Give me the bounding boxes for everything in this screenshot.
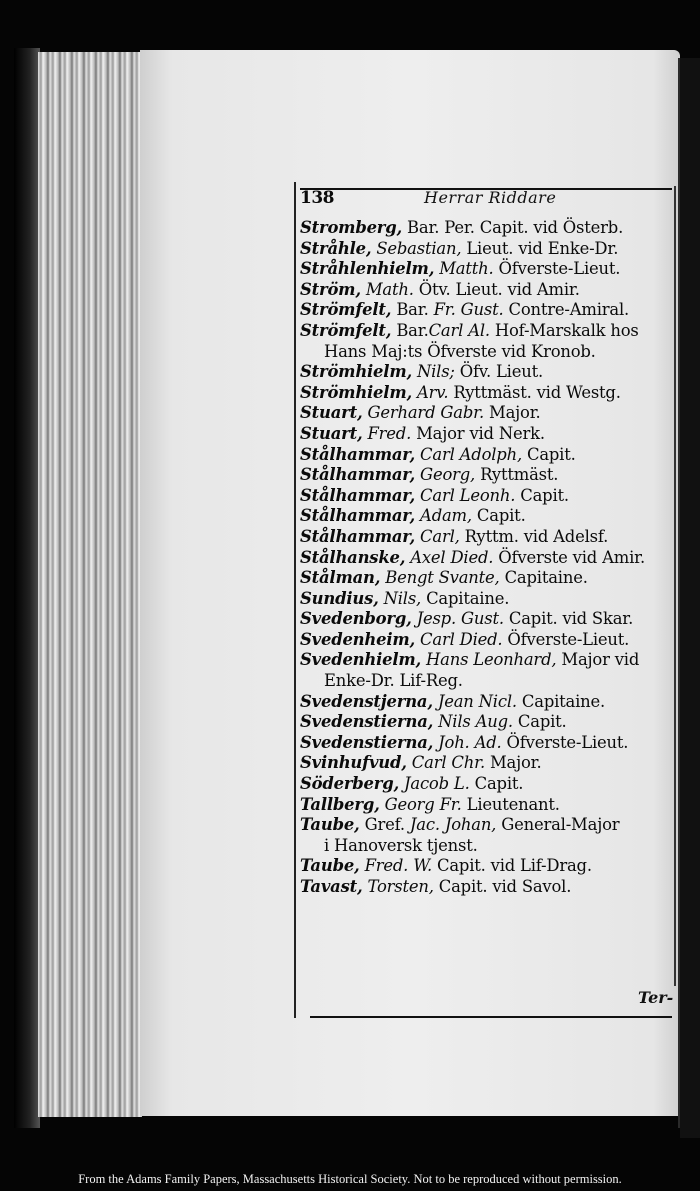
entry-given-name: Arv. bbox=[411, 382, 449, 402]
entry-given-name: Carl Leonh. bbox=[415, 485, 516, 505]
entry-rank: Ryttmäst. vid Westg. bbox=[448, 382, 621, 402]
entry-given-name: Carl Died. bbox=[415, 629, 503, 649]
page-edges bbox=[38, 52, 142, 1117]
entry-rank: Major. bbox=[483, 403, 541, 423]
entry-rank: Capit. vid Lif-Drag. bbox=[431, 856, 592, 876]
entry-given-name: Jean Nicl. bbox=[432, 691, 517, 711]
entry-surname: Tavast, bbox=[300, 877, 363, 896]
entry-given-name: Georg Fr. bbox=[379, 794, 462, 814]
cover-board bbox=[680, 58, 700, 1138]
entry-given-name: Carl Al. bbox=[428, 320, 490, 340]
entry-rank: Capitaine. bbox=[516, 691, 606, 711]
entry-rank: Capit. bbox=[469, 774, 524, 794]
entry-surname: Svedenborg, bbox=[300, 609, 412, 629]
roster-entry bbox=[300, 218, 678, 239]
roster-entry bbox=[300, 259, 678, 280]
roster-entry bbox=[300, 506, 678, 527]
roster-entry bbox=[300, 774, 678, 795]
entry-surname: Stuart, bbox=[300, 423, 363, 443]
entry-rank: Ryttm. vid Adelsf. bbox=[459, 526, 609, 546]
entry-given-name: Carl Adolph, bbox=[415, 444, 522, 464]
roster-entry bbox=[300, 589, 678, 610]
entry-given-name: Joh. Ad. bbox=[433, 732, 502, 752]
roster-entry bbox=[300, 733, 678, 754]
entry-rank: Capit. vid Skar. bbox=[503, 609, 634, 629]
entry-rank: General-Major bbox=[496, 815, 620, 835]
copyright-notice: From the Adams Family Papers, Massachusetts Historical Society. Not to be reproduced without permission. bbox=[78, 1172, 622, 1186]
roster-entry bbox=[300, 445, 678, 466]
roster-entry bbox=[300, 692, 678, 713]
entry-rank: Capitaine. bbox=[421, 588, 510, 608]
roster-entry bbox=[300, 815, 678, 836]
running-head: Herrar Riddare bbox=[424, 188, 557, 207]
entry-given-name: Nils Aug. bbox=[433, 712, 513, 732]
roster-entry bbox=[300, 753, 678, 774]
entry-given-name: Bengt Svante, bbox=[380, 568, 500, 588]
entry-rank: Capit. bbox=[521, 444, 576, 464]
roster-entry bbox=[300, 795, 678, 816]
entry-title: Gref. bbox=[359, 815, 405, 835]
entry-rank: Capit. bbox=[512, 712, 567, 732]
entry-surname: Stålhammar, bbox=[300, 526, 416, 546]
entry-rank: Öfverste-Lieut. bbox=[493, 259, 621, 279]
entry-rank: Capitaine. bbox=[499, 568, 588, 588]
entry-surname: Svedenstierna, bbox=[300, 732, 434, 752]
entry-continuation bbox=[300, 671, 678, 692]
frame-rule-left bbox=[294, 182, 296, 1018]
entry-rank: Enke-Dr. Lif-Reg. bbox=[324, 671, 463, 691]
roster-entry bbox=[300, 527, 678, 548]
entry-surname: Stråhle, bbox=[300, 238, 372, 258]
entry-rank: Lieut. vid Enke-Dr. bbox=[461, 238, 619, 258]
roster-entry bbox=[300, 280, 678, 301]
entry-surname: Svedenheim, bbox=[300, 629, 416, 649]
entry-given-name: Hans Leonhard, bbox=[421, 650, 557, 670]
entry-surname: Söderberg, bbox=[300, 774, 399, 794]
entry-surname: Strömhielm, bbox=[300, 362, 412, 382]
entry-rank: Capit. bbox=[471, 506, 526, 526]
entry-surname: Stålhammar, bbox=[300, 465, 416, 485]
roster-entry bbox=[300, 465, 678, 486]
entry-given-name: Carl, bbox=[415, 526, 460, 546]
entry-given-name: Fred. bbox=[362, 423, 412, 443]
roster-entry bbox=[300, 877, 678, 898]
roster-entry bbox=[300, 548, 678, 569]
entry-given-name: Axel Died. bbox=[405, 547, 494, 567]
entry-surname: Ström, bbox=[300, 279, 361, 299]
entry-rank: Ryttmäst. bbox=[475, 465, 559, 485]
entry-rank: Hof-Marskalk hos bbox=[489, 320, 639, 340]
roster-entry bbox=[300, 630, 678, 651]
entry-surname: Stålhammar, bbox=[300, 444, 416, 464]
entry-given-name: Torsten, bbox=[362, 877, 434, 896]
entry-surname: Stråhlenhielm, bbox=[300, 259, 435, 279]
entry-given-name: Georg, bbox=[415, 465, 476, 485]
entry-rank: Major. bbox=[484, 753, 542, 773]
entry-given-name: Adam, bbox=[415, 506, 472, 526]
roster-entry bbox=[300, 300, 678, 321]
roster-entry bbox=[300, 403, 678, 424]
roster-entry bbox=[300, 486, 678, 507]
entry-surname: Strömfelt, bbox=[300, 300, 392, 320]
roster-list bbox=[300, 218, 678, 898]
entry-given-name: Nils; bbox=[411, 362, 455, 382]
entry-given-name: Matth. bbox=[434, 259, 494, 279]
entry-given-name: Nils, bbox=[378, 588, 422, 608]
entry-surname: Strömfelt, bbox=[300, 320, 392, 340]
entry-continuation bbox=[300, 342, 678, 363]
entry-surname: Stålhammar, bbox=[300, 506, 416, 526]
roster-entry bbox=[300, 609, 678, 630]
entry-given-name: Jacob L. bbox=[399, 774, 470, 794]
entry-rank: Major vid bbox=[556, 650, 640, 670]
entry-surname: Taube, bbox=[300, 815, 360, 835]
entry-rank: Öfverste-Lieut. bbox=[501, 732, 629, 752]
entry-surname: Taube, bbox=[300, 856, 360, 876]
entry-rank: Contre-Amiral. bbox=[503, 300, 630, 320]
roster-entry bbox=[300, 383, 678, 404]
roster-entry bbox=[300, 568, 678, 589]
catchword: Ter- bbox=[638, 988, 674, 1007]
entry-continuation bbox=[300, 836, 678, 857]
roster-entry bbox=[300, 712, 678, 733]
entry-surname: Strömhielm, bbox=[300, 382, 412, 402]
entry-rank: Bar. Per. Capit. vid Österb. bbox=[402, 218, 624, 237]
page-number: 138 bbox=[300, 188, 334, 208]
entry-given-name: Fred. W. bbox=[359, 856, 432, 876]
entry-given-name: Math. bbox=[360, 279, 414, 299]
entry-rank: Öfverste-Lieut. bbox=[502, 629, 630, 649]
entry-surname: Svedenstjerna, bbox=[300, 691, 433, 711]
entry-rank: i Hanoversk tjenst. bbox=[324, 835, 478, 855]
entry-rank: Major vid Nerk. bbox=[411, 423, 545, 443]
entry-title: Bar. bbox=[391, 320, 429, 340]
entry-surname: Sundius, bbox=[300, 588, 379, 608]
entry-surname: Stuart, bbox=[300, 403, 363, 423]
entry-rank: Hans Maj:ts Öfverste vid Kronob. bbox=[324, 341, 596, 361]
entry-given-name: Fr. Gust. bbox=[428, 300, 504, 320]
entry-surname: Svedenstierna, bbox=[300, 712, 434, 732]
entry-given-name: Gerhard Gabr. bbox=[362, 403, 484, 423]
entry-surname: Stålhammar, bbox=[300, 485, 416, 505]
roster-entry bbox=[300, 239, 678, 260]
entry-given-name: Carl Chr. bbox=[406, 753, 485, 773]
entry-rank: Ötv. Lieut. vid Amir. bbox=[413, 279, 580, 299]
roster-entry bbox=[300, 362, 678, 383]
entry-rank: Lieutenant. bbox=[461, 794, 560, 814]
entry-surname: Tallberg, bbox=[300, 794, 380, 814]
entry-given-name: Jac. Johan, bbox=[404, 815, 497, 835]
entry-rank: Öfv. Lieut. bbox=[454, 362, 543, 382]
roster-entry bbox=[300, 650, 678, 671]
entry-surname: Svedenhielm, bbox=[300, 650, 422, 670]
footer-rule bbox=[310, 1016, 672, 1018]
spine-shadow bbox=[14, 48, 40, 1128]
entry-surname: Stromberg, bbox=[300, 218, 403, 237]
entry-rank: Öfverste vid Amir. bbox=[493, 547, 645, 567]
entry-surname: Stålhanske, bbox=[300, 547, 406, 567]
roster-entry bbox=[300, 321, 678, 342]
entry-title: Bar. bbox=[391, 300, 429, 320]
entry-given-name: Jesp. Gust. bbox=[411, 609, 504, 629]
roster-entry bbox=[300, 424, 678, 445]
entry-surname: Stålman, bbox=[300, 568, 381, 588]
entry-rank: Capit. vid Savol. bbox=[433, 877, 572, 896]
roster-entry bbox=[300, 856, 678, 877]
entry-rank: Capit. bbox=[515, 485, 569, 505]
entry-given-name: Sebastian, bbox=[371, 238, 462, 258]
entry-surname: Svinhufvud, bbox=[300, 753, 407, 773]
